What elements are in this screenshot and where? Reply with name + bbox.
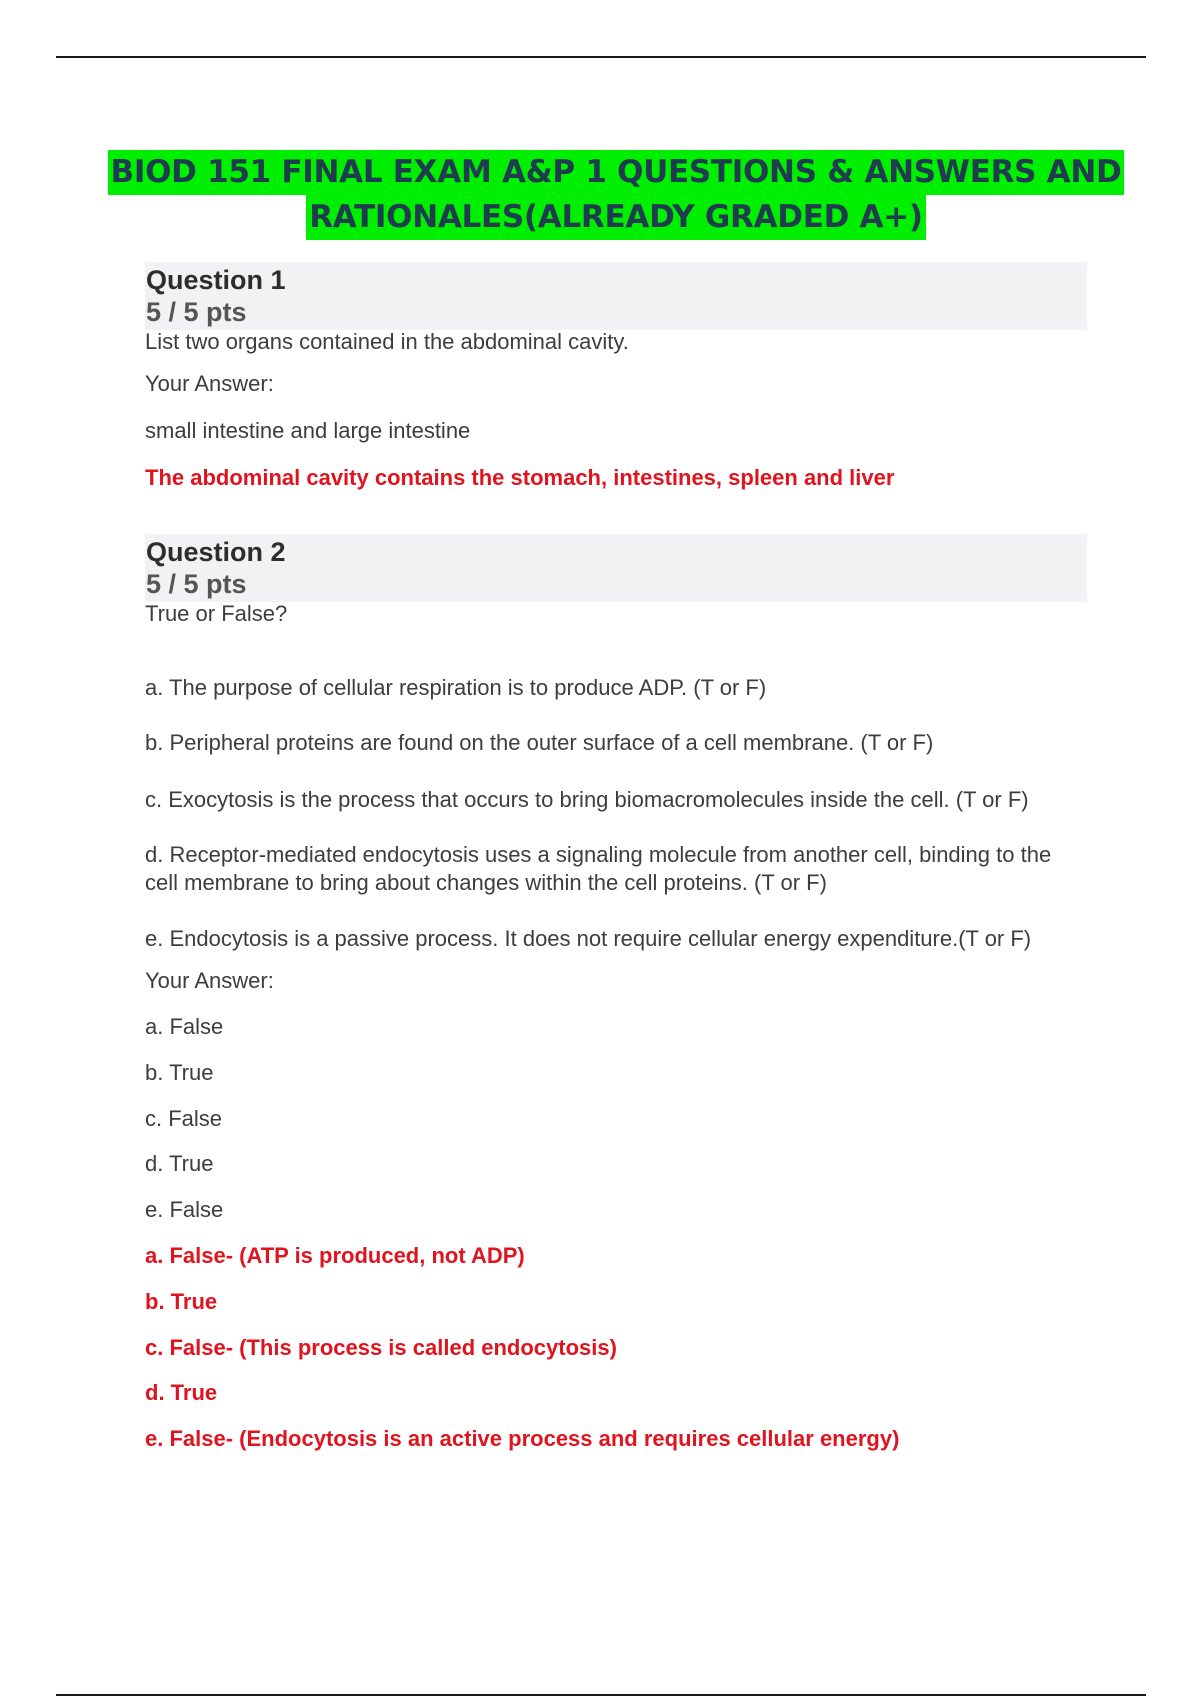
bottom-rule xyxy=(56,1694,1146,1696)
question-1 xyxy=(145,262,1090,492)
title-line-2: RATIONALES(ALREADY GRADED A+) xyxy=(306,195,926,240)
question-2-item-c: c. Exocytosis is the process that occurs to bring biomacromolecules inside the cell. (T or F) xyxy=(145,787,1029,812)
question-2-points: 5 / 5 pts xyxy=(146,569,247,599)
question-1-rationale: The abdominal cavity contains the stomach, intestines, spleen and liver xyxy=(145,465,895,490)
question-1-answer: small intestine and large intestine xyxy=(145,418,471,443)
question-1-title: Question 1 xyxy=(146,265,286,295)
question-2-title: Question 2 xyxy=(146,537,286,567)
question-2-item-a: a. The purpose of cellular respiration is to produce ADP. (T or F) xyxy=(145,675,767,700)
question-2-rationale-d: d. True xyxy=(145,1380,218,1405)
question-2-rationale-c: c. False- (This process is called endocytosis) xyxy=(145,1335,617,1360)
top-rule xyxy=(56,56,1146,58)
question-2-item-d: d. Receptor-mediated endocytosis uses a signaling molecule from another cell, binding to the cell membrane to bring about changes within the cell proteins. (T or F) xyxy=(145,842,1052,895)
question-2-rationale-e: e. False- (Endocytosis is an active process and requires cellular energy) xyxy=(145,1426,900,1451)
question-1-prompt: List two organs contained in the abdominal cavity. xyxy=(145,329,629,354)
question-2-rationale-b: b. True xyxy=(145,1289,218,1314)
question-2-item-e: e. Endocytosis is a passive process. It does not require cellular energy expenditure.(T or F) xyxy=(145,926,1032,951)
question-2-answer-a: a. False xyxy=(145,1014,224,1039)
question-2 xyxy=(145,534,1090,1453)
question-2-header xyxy=(145,534,1087,602)
question-2-prompt: True or False? xyxy=(145,601,288,626)
question-2-answer-d: d. True xyxy=(145,1151,214,1176)
question-2-rationale-a: a. False- (ATP is produced, not ADP) xyxy=(145,1243,525,1268)
question-1-header xyxy=(145,262,1087,330)
question-2-your-answer-label: Your Answer: xyxy=(145,968,274,993)
question-2-answer-e: e. False xyxy=(145,1197,224,1222)
title-line-1: BIOD 151 FINAL EXAM A&P 1 QUESTIONS & ANSWERS AND xyxy=(108,150,1125,195)
question-1-your-answer-label: Your Answer: xyxy=(145,371,274,396)
question-1-points: 5 / 5 pts xyxy=(146,297,247,327)
question-2-answer-c: c. False xyxy=(145,1106,223,1131)
question-2-item-b: b. Peripheral proteins are found on the outer surface of a cell membrane. (T or F) xyxy=(145,730,934,755)
question-2-answer-b: b. True xyxy=(145,1060,214,1085)
document-title xyxy=(0,150,1200,240)
